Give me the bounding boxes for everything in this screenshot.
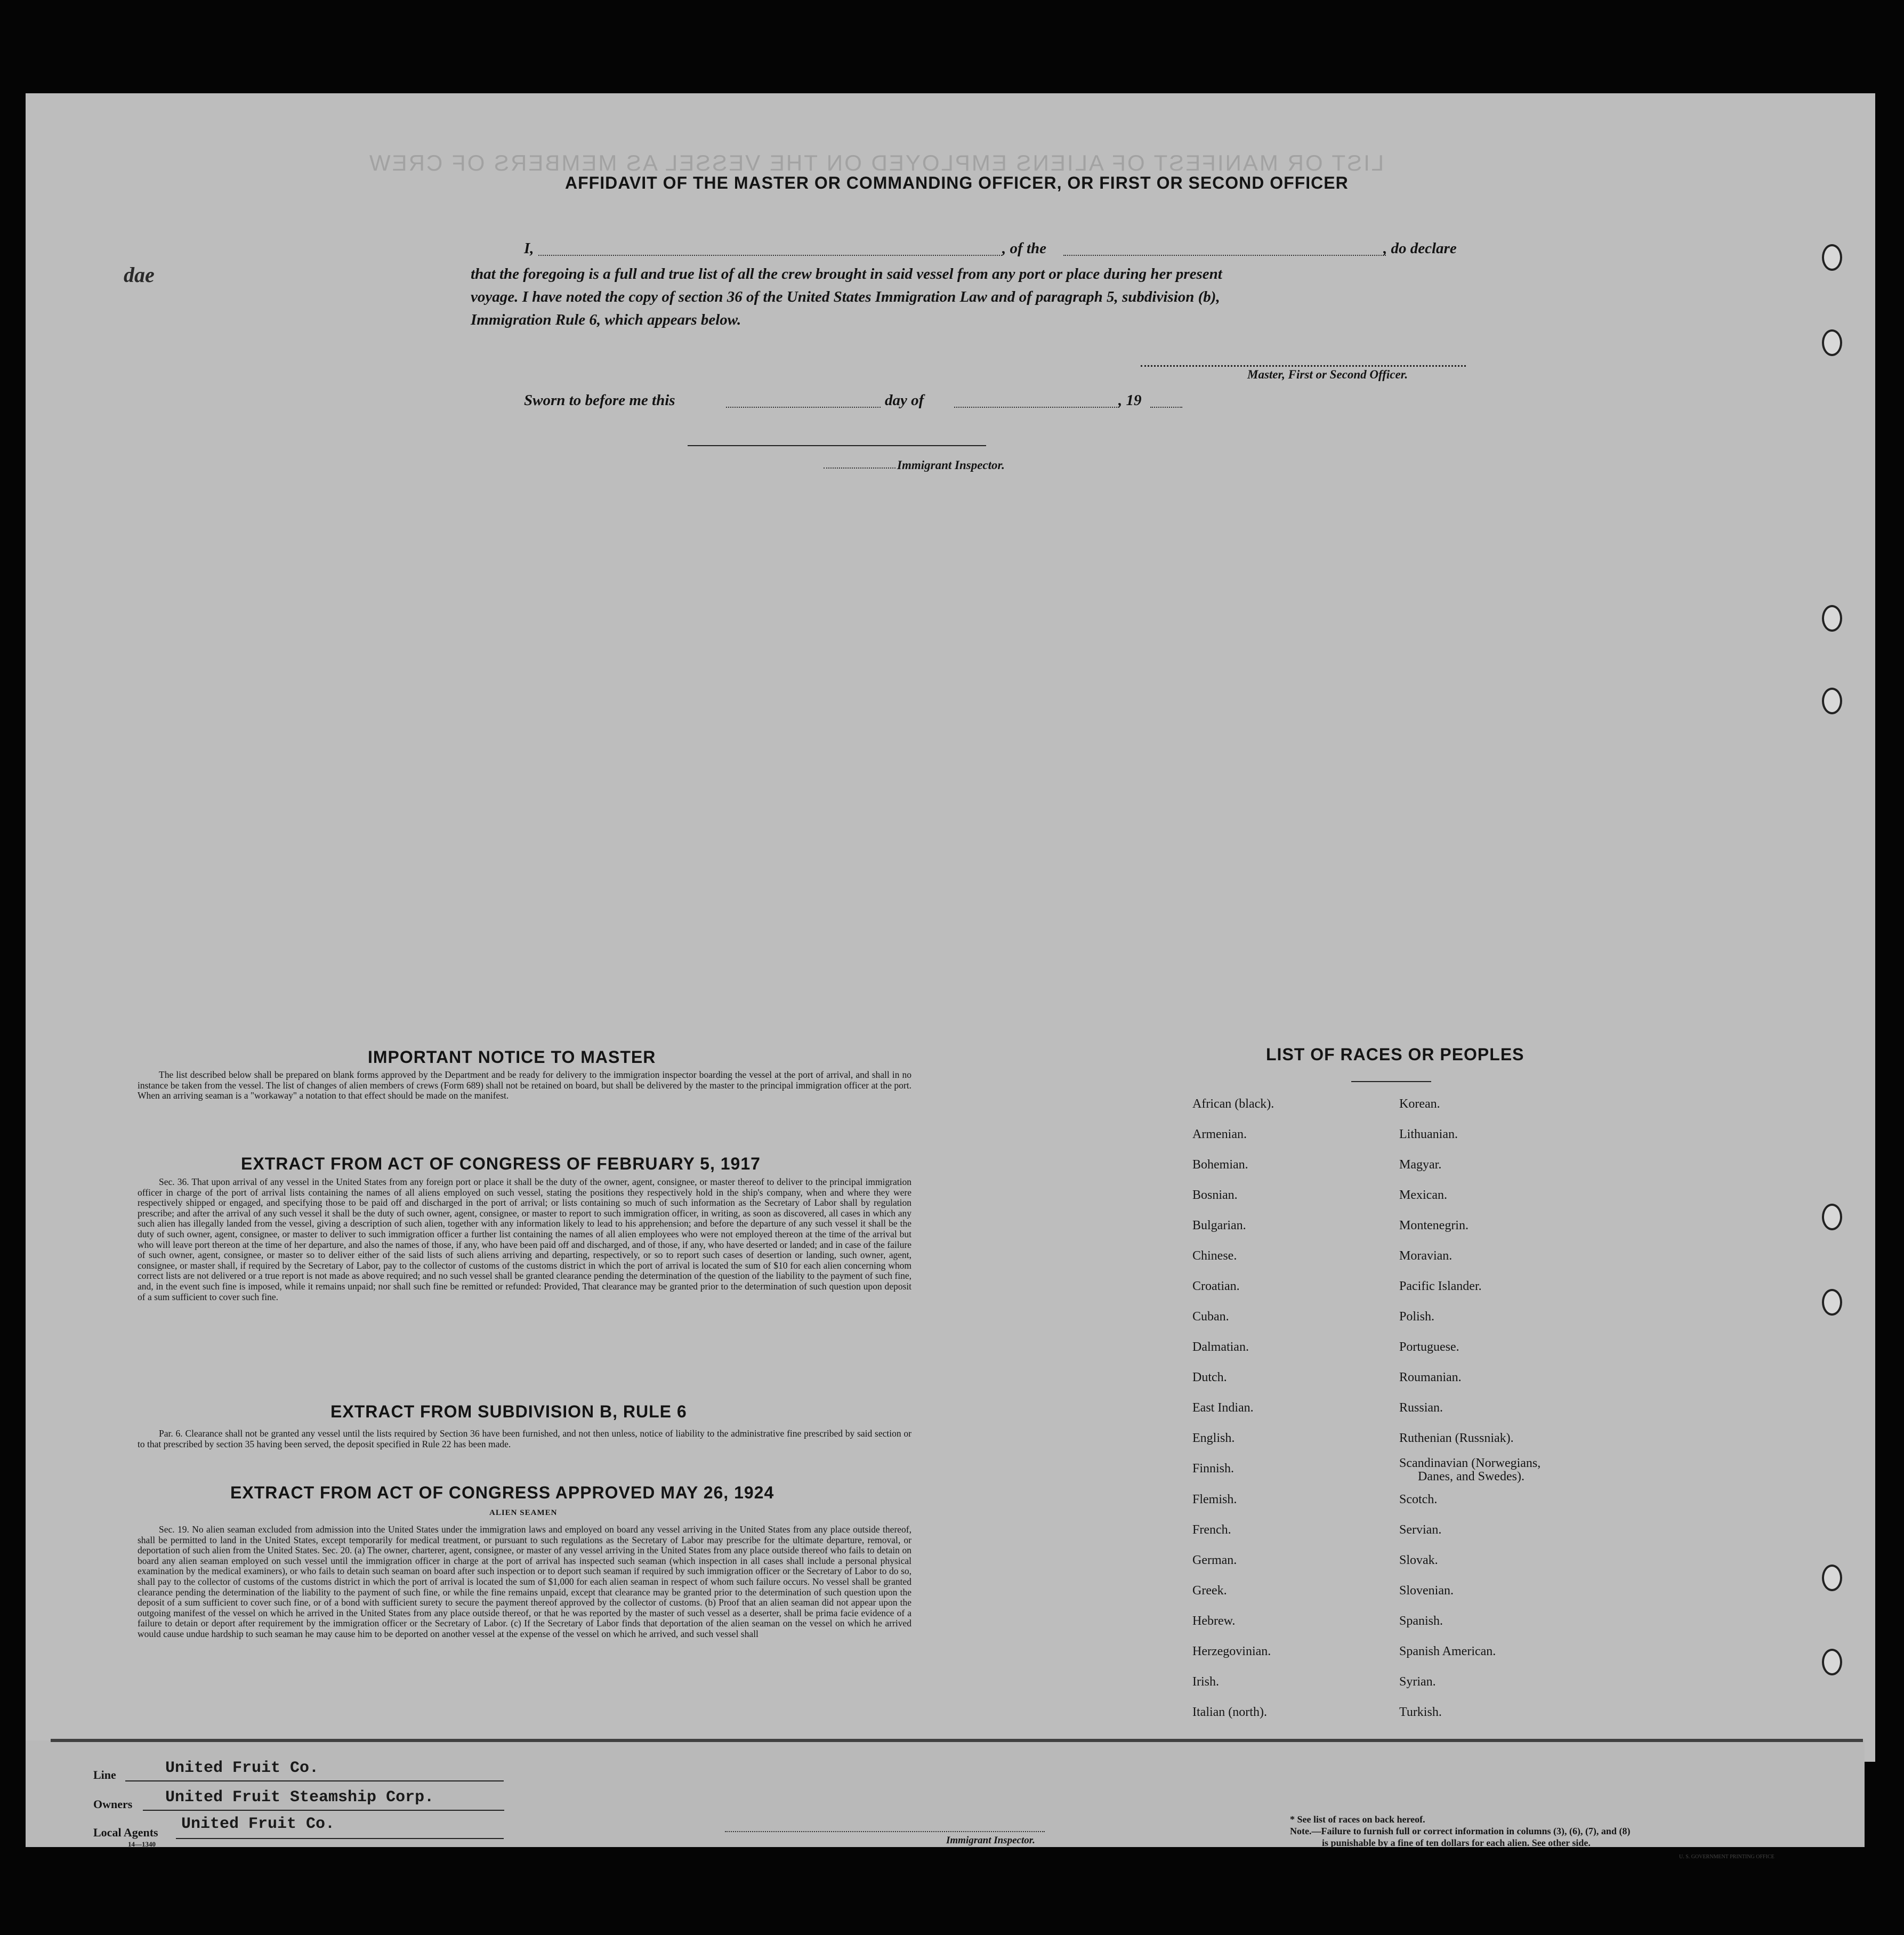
race-right: Mexican. (1399, 1188, 1447, 1202)
owners-field (143, 1810, 504, 1811)
race-left: English. (1192, 1431, 1235, 1445)
race-right: Korean. (1399, 1097, 1440, 1111)
affidavit-title: AFFIDAVIT OF THE MASTER OR COMMANDING OFFICER, OR FIRST OR SECOND OFFICER (565, 173, 1349, 192)
punch-hole (1822, 1565, 1842, 1591)
race-left: Dutch. (1192, 1370, 1227, 1384)
race-left: Herzegovinian. (1192, 1644, 1271, 1658)
extract-1917-text: Sec. 36. That upon arrival of any vessel in the United States from any foreign port or place it shall be the duty of the owner, agent, consignee, or master thereof to deliver to the principal immigration officer in charge of the port of arrival lists containing the names of all aliens employed on such vessel, stating the positions they respectively hold in the ship's company, when and where they were respectively shipped or engaged, and specifying those to be paid off and discharged in the port of arrival; or lists containing so much of such information as the Secretary of Labor shall by regulation prescribe; and after the arrival of any such vessel it shall be the duty of such owner, agent, consignee, or master to report to such immigration officer, in writing, as soon as discovered, all cases in which any such alien has illegally landed from the vessel, giving a description of such alien, together with any information likely to lead to his apprehension; and before the departure of any such vessel it shall be the duty of such owner, agent, consignee, or master to deliver to such immigration officer a further list containing the names of all alien employees who were not employed thereon at the time of the arrival but who will leave port thereon at the time of her departure, and also the names of those, if any, who have been paid off and discharged, and of those, if any, who have deserted or landed; and in case of the failure of such owner, agent, consignee, or master so to deliver either of the said lists of such aliens arriving and departing, respectively, or so to report such cases of desertion or landing, such owner, agent, consignee, or master shall, if required by the Secretary of Labor, pay to the collector of customs of the customs district in which the port of arrival is located the sum of $10 for each alien concerning whom correct lists are not delivered or a true report is not made as above required; and no such vessel shall be granted clearance pending the determination of the question of the liability to the payment of such fine, and, in the event such fine is imposed, while it remains unpaid; nor shall such fine be remitted or refunded: Provided, That clearance may be granted prior to the determination of such question upon deposit of a sum sufficient to cover such fine. (138, 1176, 911, 1302)
rule6-text: Par. 6. Clearance shall not be granted any vessel until the lists required by Section 36 have been furnished, and not then unless, notice of liability to the administrative fine prescribed by said section or to that prescribed by section 35 having been served, the deposit specified in Rule 22 has been made. (138, 1428, 911, 1449)
year-text: , 19 (1118, 392, 1142, 409)
race-right-continued: Danes, and Swedes). (1418, 1470, 1524, 1484)
race-left: Bohemian. (1192, 1158, 1248, 1172)
race-right: Lithuanian. (1399, 1127, 1458, 1141)
local-agents-value: United Fruit Co. (181, 1815, 335, 1833)
race-left: Armenian. (1192, 1127, 1247, 1141)
affidavit-text-3: voyage. I have noted the copy of section 36 of the United States Immigration Law and of paragraph 5, subdivision (b), (471, 288, 1220, 305)
race-left: French. (1192, 1523, 1231, 1537)
race-left: Irish. (1192, 1675, 1219, 1689)
race-right: Magyar. (1399, 1158, 1442, 1172)
bleed-through-heading: LIST OR MANIFEST OF ALIENS EMPLOYED ON THE VESSEL AS MEMBERS OF CREW (368, 150, 1384, 175)
form-sheet (26, 93, 1875, 1762)
line-field (125, 1780, 504, 1781)
race-right: Scotch. (1399, 1493, 1438, 1506)
sworn-year-field[interactable] (1150, 407, 1182, 408)
race-left: Flemish. (1192, 1493, 1237, 1506)
race-left: Hebrew. (1192, 1614, 1236, 1628)
punch-hole (1822, 688, 1842, 714)
race-left: Croatian. (1192, 1279, 1240, 1293)
affidavit-text-2: that the foregoing is a full and true list of all the crew brought in said vessel from any port or place during her present (471, 265, 1222, 283)
affidavit-stamp: dae (124, 263, 155, 287)
footnote-races: * See list of races on back hereof. (1290, 1814, 1425, 1825)
race-right: Russian. (1399, 1401, 1443, 1415)
sworn-month-field[interactable] (954, 407, 1119, 408)
race-left: German. (1192, 1553, 1237, 1567)
local-agents-label: Local Agents (93, 1826, 158, 1839)
form-number: 14—1340 (128, 1840, 156, 1848)
punch-hole (1822, 1649, 1842, 1675)
inspector-signature-line[interactable] (688, 445, 986, 446)
inspector-signature-dots (824, 467, 895, 469)
race-left: African (black). (1192, 1097, 1274, 1111)
master-name-field[interactable] (538, 255, 1002, 256)
race-left: Chinese. (1192, 1249, 1237, 1263)
race-right: Spanish. (1399, 1614, 1443, 1628)
local-agents-field (176, 1838, 504, 1839)
race-left: Bulgarian. (1192, 1219, 1246, 1232)
race-left: Dalmatian. (1192, 1340, 1249, 1354)
race-right: Polish. (1399, 1310, 1435, 1324)
affidavit-of-the: , of the (1002, 240, 1046, 257)
race-right: Pacific Islander. (1399, 1279, 1482, 1293)
notice-text: The list described below shall be prepared on blank forms approved by the Department and be ready for delivery to the immigration inspector boarding the vessel at the port of arrival, and shall in no instance be taken from the vessel. The list of changes of alien members of crews (Form 689) shall not be retained on board, but shall be delivered by the master to the principal immigration officer at the port. When an arriving seaman is a "workaway" a notation to that effect should be made on the manifest. (138, 1069, 911, 1101)
races-title-rule (1351, 1081, 1431, 1082)
sworn-day-field[interactable] (726, 407, 881, 408)
race-right: Montenegrin. (1399, 1219, 1469, 1232)
master-signature-line[interactable] (1141, 365, 1466, 367)
footnote-penalty-cont: is punishable by a fine of ten dollars for each alien. See other side. (1322, 1837, 1591, 1848)
master-signature-label: Master, First or Second Officer. (1247, 368, 1408, 381)
extract-1917-title: EXTRACT FROM ACT OF CONGRESS OF FEBRUARY 5, 1917 (241, 1154, 761, 1173)
affidavit-i: I, (524, 240, 534, 257)
owners-label: Owners (93, 1797, 133, 1811)
punch-hole (1822, 605, 1842, 632)
owners-value: United Fruit Steamship Corp. (165, 1788, 434, 1807)
race-left: Bosnian. (1192, 1188, 1238, 1202)
race-left: Italian (north). (1192, 1705, 1267, 1719)
races-title: LIST OF RACES OR PEOPLES (1266, 1045, 1524, 1064)
race-right: Spanish American. (1399, 1644, 1496, 1658)
race-left: Cuban. (1192, 1310, 1229, 1324)
race-right: Roumanian. (1399, 1370, 1462, 1384)
page-fold (51, 1739, 1863, 1742)
alien-seamen-subtitle: ALIEN SEAMEN (489, 1509, 558, 1517)
extract-1924-text: Sec. 19. No alien seaman excluded from admission into the United States under the immigration laws and employed on board any vessel arriving in the United States from any place outside thereof, shall be permitted to land in the United States, except temporarily for medical treatment, or pursuant to such regulations as the Secretary of Labor may prescribe for the ultimate departure, removal, or deportation of such alien from the United States. Sec. 20. (a) The owner, charterer, agent, consignee, or master of any vessel arriving in the United States from any place outside thereof who fails to detain on board any alien seaman employed on such vessel until the immigration officer in charge at the port of arrival has inspected such seaman (which inspection in all cases shall include a personal physical examination by the medical examiners), or who fails to detain such seaman on board after such inspection or to deport such seaman if required by such immigration officer or the Secretary of Labor to do so, shall pay to the collector of customs of the customs district in which the port of arrival is located the sum of $1,000 for each alien seaman in respect of whom such failure occurs. No vessel shall be granted clearance pending the determination of the liability to the payment of such fine, or while the fine remains unpaid, except that clearance may be granted prior to the determination of such question upon the deposit of a sum sufficient to cover such fine, or of a bond with sufficient surety to secure the payment thereof approved by the collector of customs. (b) Proof that an alien seaman did not appear upon the outgoing manifest of the vessel on which he arrived in the United States from any place outside thereof, or that he was reported by the master of such vessel as a deserter, shall be prima facie evidence of a failure to detain or deport after requirement by the immigration officer or the Secretary of Labor. (c) If the Secretary of Labor finds that deportation of the alien seaman on the vessel on which he arrived would cause undue hardship to such seaman he may cause him to be deported on another vessel at the expense of the vessel on which he arrived, and such vessel shall (138, 1525, 911, 1639)
vessel-name-field[interactable] (1063, 255, 1386, 256)
race-right: Scandinavian (Norwegians, (1399, 1456, 1541, 1470)
punch-hole (1822, 1289, 1842, 1316)
race-left: East Indian. (1192, 1401, 1254, 1415)
line-label: Line (93, 1768, 116, 1781)
punch-hole (1822, 329, 1842, 356)
sworn-text: Sworn to before me this (524, 392, 675, 409)
punch-hole (1822, 244, 1842, 271)
race-right: Slovenian. (1399, 1584, 1454, 1598)
extract-1924-title: EXTRACT FROM ACT OF CONGRESS APPROVED MAY 26, 1924 (230, 1483, 774, 1502)
day-of-text: day of (885, 392, 924, 409)
race-right: Ruthenian (Russniak). (1399, 1431, 1514, 1445)
affidavit-text-4: Immigration Rule 6, which appears below. (471, 311, 741, 328)
footer-inspector-label: Immigrant Inspector. (946, 1835, 1035, 1846)
notice-title: IMPORTANT NOTICE TO MASTER (368, 1047, 656, 1067)
inspector-label: Immigrant Inspector. (897, 458, 1005, 472)
rule6-title: EXTRACT FROM SUBDIVISION B, RULE 6 (330, 1402, 687, 1421)
race-right: Syrian. (1399, 1675, 1436, 1689)
footer-inspector-line (725, 1831, 1045, 1832)
punch-hole (1822, 1204, 1842, 1230)
race-left: Finnish. (1192, 1462, 1235, 1476)
race-right: Portuguese. (1399, 1340, 1459, 1354)
race-left: Greek. (1192, 1584, 1227, 1598)
affidavit-declare: , do declare (1383, 240, 1457, 257)
footnote-penalty: Note.—Failure to furnish full or correct information in columns (3), (6), (7), and (8) (1290, 1826, 1631, 1836)
race-right: Slovak. (1399, 1553, 1438, 1567)
race-right: Turkish. (1399, 1705, 1442, 1719)
race-right: Moravian. (1399, 1249, 1453, 1263)
line-value: United Fruit Co. (165, 1759, 319, 1777)
printer-imprint: U. S. GOVERNMENT PRINTING OFFICE (1679, 1854, 1774, 1860)
race-right: Servian. (1399, 1523, 1442, 1537)
